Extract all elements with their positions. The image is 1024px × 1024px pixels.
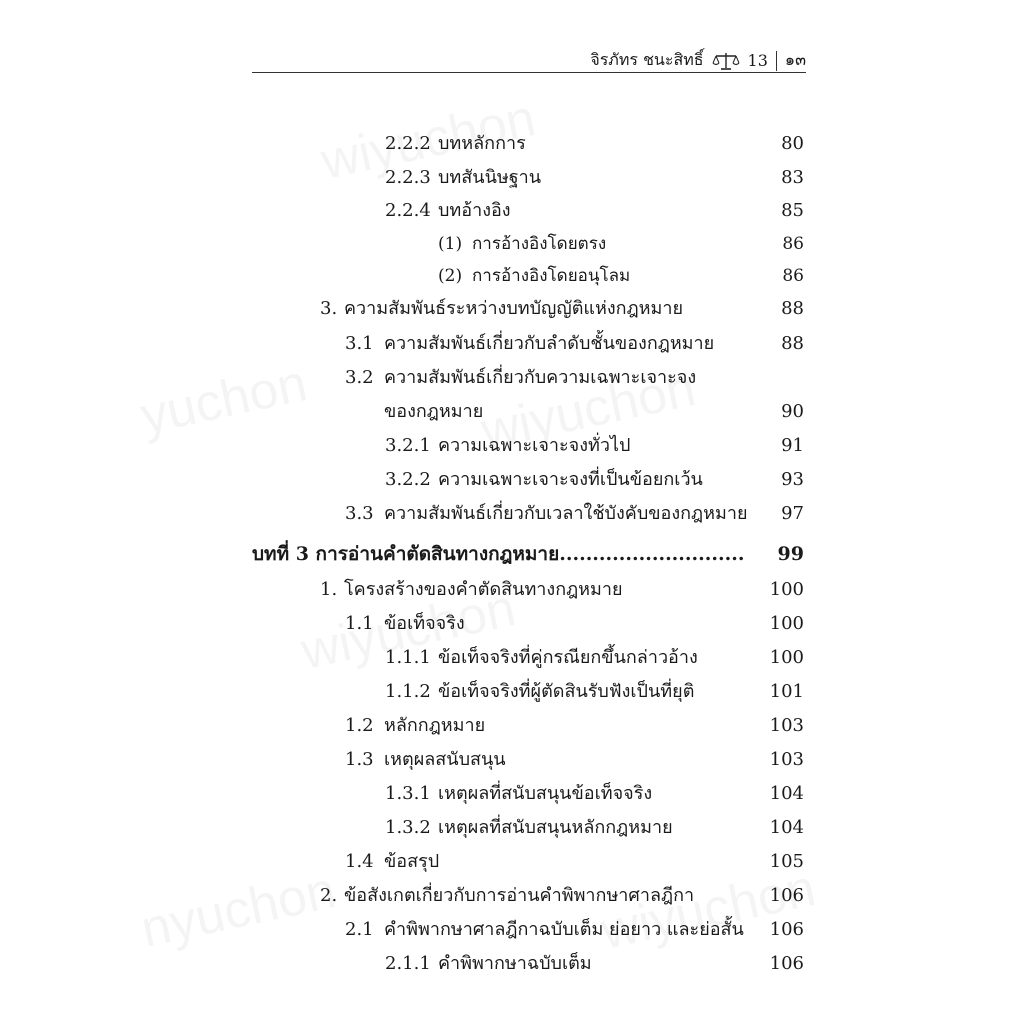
toc-page: 85 — [781, 200, 804, 221]
toc-page: 90 — [781, 401, 804, 422]
toc-entry — [0, 609, 1024, 639]
header-divider — [776, 51, 777, 71]
toc-page: 100 — [769, 647, 804, 668]
toc-page: 103 — [769, 715, 804, 736]
toc-title: ข้อสรุป — [384, 851, 440, 872]
toc-number: 3.2.2 — [385, 469, 431, 490]
header-page-number: 13 — [747, 51, 768, 70]
toc-title: ความเฉพาะเจาะจงที่เป็นข้อยกเว้น — [438, 469, 703, 490]
toc-entry — [0, 397, 1024, 427]
toc-entry — [0, 431, 1024, 461]
toc-number: 2.1 — [345, 919, 374, 940]
toc-number: 2.2.3 — [385, 167, 431, 188]
toc-title: การอ้างอิงโดยอนุโลม — [472, 266, 631, 286]
toc-title: โครงสร้างของคำตัดสินทางกฎหมาย — [344, 579, 623, 600]
toc-title: ความสัมพันธ์เกี่ยวกับเวลาใช้บังคับของกฎหมาย — [384, 503, 748, 524]
toc-number: 1.1.1 — [385, 647, 431, 668]
toc-title: ความสัมพันธ์เกี่ยวกับความเฉพาะเจาะจง — [384, 367, 697, 388]
toc-number: 1.4 — [345, 851, 374, 872]
toc-page: 91 — [781, 435, 804, 456]
toc-entry — [0, 711, 1024, 741]
toc-number: 1.1.2 — [385, 681, 431, 702]
toc-entry — [0, 329, 1024, 359]
toc-entry — [0, 229, 1024, 259]
toc-page: 106 — [769, 919, 804, 940]
toc-number: (1) — [438, 234, 463, 254]
toc-title: เหตุผลที่สนับสนุนหลักกฎหมาย — [438, 817, 673, 838]
toc-page: 104 — [769, 783, 804, 804]
toc-number: (2) — [438, 266, 463, 286]
toc-page: 88 — [781, 333, 804, 354]
toc-page: 100 — [769, 579, 804, 600]
toc-page: 99 — [777, 543, 804, 565]
toc-page: 106 — [769, 885, 804, 906]
toc-entry — [0, 779, 1024, 809]
toc-title: ความสัมพันธ์เกี่ยวกับลำดับชั้นของกฎหมาย — [384, 333, 715, 354]
toc-entry — [0, 881, 1024, 911]
toc-title: บทอ้างอิง — [438, 200, 511, 221]
toc-entry — [0, 915, 1024, 945]
toc-number: 1.3 — [345, 749, 374, 770]
toc-title: ข้อสังเกตเกี่ยวกับการอ่านคำพิพากษาศาลฎีกา — [344, 885, 695, 906]
scales-of-justice-icon — [712, 51, 740, 71]
header-author: จิรภัทร ชนะสิทธิ์ — [590, 50, 704, 69]
page-header — [252, 44, 806, 73]
toc-chapter-heading — [0, 539, 1024, 569]
toc-number: 2.2.4 — [385, 200, 431, 221]
toc-title: บทที่ 3 การอ่านคำตัดสินทางกฎหมาย............................ — [252, 543, 745, 565]
toc-title: คำพิพากษาฉบับเต็ม — [438, 953, 592, 974]
toc-number: 1. — [320, 579, 338, 600]
toc-page: 93 — [781, 469, 804, 490]
toc-number: 3.3 — [345, 503, 374, 524]
toc-entry — [0, 643, 1024, 673]
toc-page: 104 — [769, 817, 804, 838]
toc-number: 2. — [320, 885, 338, 906]
toc-title: เหตุผลที่สนับสนุนข้อเท็จจริง — [438, 783, 653, 804]
toc-number: 2.1.1 — [385, 953, 431, 974]
header-page-number-thai: ๑๓ — [784, 50, 806, 69]
toc-entry — [0, 813, 1024, 843]
toc-number: 3.1 — [345, 333, 374, 354]
toc-entry — [0, 363, 1024, 393]
toc-entry — [0, 745, 1024, 775]
toc-page: 105 — [769, 851, 804, 872]
toc-title: หลักกฎหมาย — [384, 715, 486, 736]
toc-entry — [0, 129, 1024, 159]
toc-entry — [0, 261, 1024, 291]
toc-number: 3.2.1 — [385, 435, 431, 456]
toc-number: 3.2 — [345, 367, 374, 388]
toc-number: 1.3.2 — [385, 817, 431, 838]
toc-title: บทสันนิษฐาน — [438, 167, 542, 188]
toc-page: 100 — [769, 613, 804, 634]
toc-entry — [0, 196, 1024, 226]
toc-page: 86 — [782, 234, 804, 254]
toc-entry — [0, 949, 1024, 979]
toc-page: 88 — [781, 298, 804, 319]
toc-title: ข้อเท็จจริงที่คู่กรณียกขึ้นกล่าวอ้าง — [438, 647, 698, 668]
toc-title: ข้อเท็จจริง — [384, 613, 465, 634]
toc-number: 1.2 — [345, 715, 374, 736]
toc-page: 106 — [769, 953, 804, 974]
toc-title: เหตุผลสนับสนุน — [384, 749, 506, 770]
toc-number: 1.3.1 — [385, 783, 431, 804]
toc-title: ความเฉพาะเจาะจงทั่วไป — [438, 435, 631, 456]
toc-page: 103 — [769, 749, 804, 770]
toc-title: บทหลักการ — [438, 133, 526, 154]
toc-title: การอ้างอิงโดยตรง — [472, 234, 607, 254]
toc-page: 80 — [781, 133, 804, 154]
toc-entry — [0, 847, 1024, 877]
toc-number: 3. — [320, 298, 338, 319]
toc-entry — [0, 499, 1024, 529]
toc-page: 86 — [782, 266, 804, 286]
toc-title: ข้อเท็จจริงที่ผู้ตัดสินรับฟังเป็นที่ยุติ — [438, 681, 695, 702]
toc-page: 101 — [769, 681, 804, 702]
toc-number: 2.2.2 — [385, 133, 431, 154]
toc-title: ความสัมพันธ์ระหว่างบทบัญญัติแห่งกฎหมาย — [344, 298, 684, 319]
toc-title: ของกฎหมาย — [384, 401, 484, 422]
toc-entry — [0, 294, 1024, 324]
toc-title: คำพิพากษาศาลฎีกาฉบับเต็ม ย่อยาว และย่อสั้น — [384, 919, 744, 940]
toc-entry — [0, 575, 1024, 605]
toc-entry — [0, 163, 1024, 193]
toc-entry — [0, 677, 1024, 707]
header-right — [590, 48, 806, 73]
toc-page: 83 — [781, 167, 804, 188]
toc-entry — [0, 465, 1024, 495]
toc-page: 97 — [781, 503, 804, 524]
toc-number: 1.1 — [345, 613, 374, 634]
